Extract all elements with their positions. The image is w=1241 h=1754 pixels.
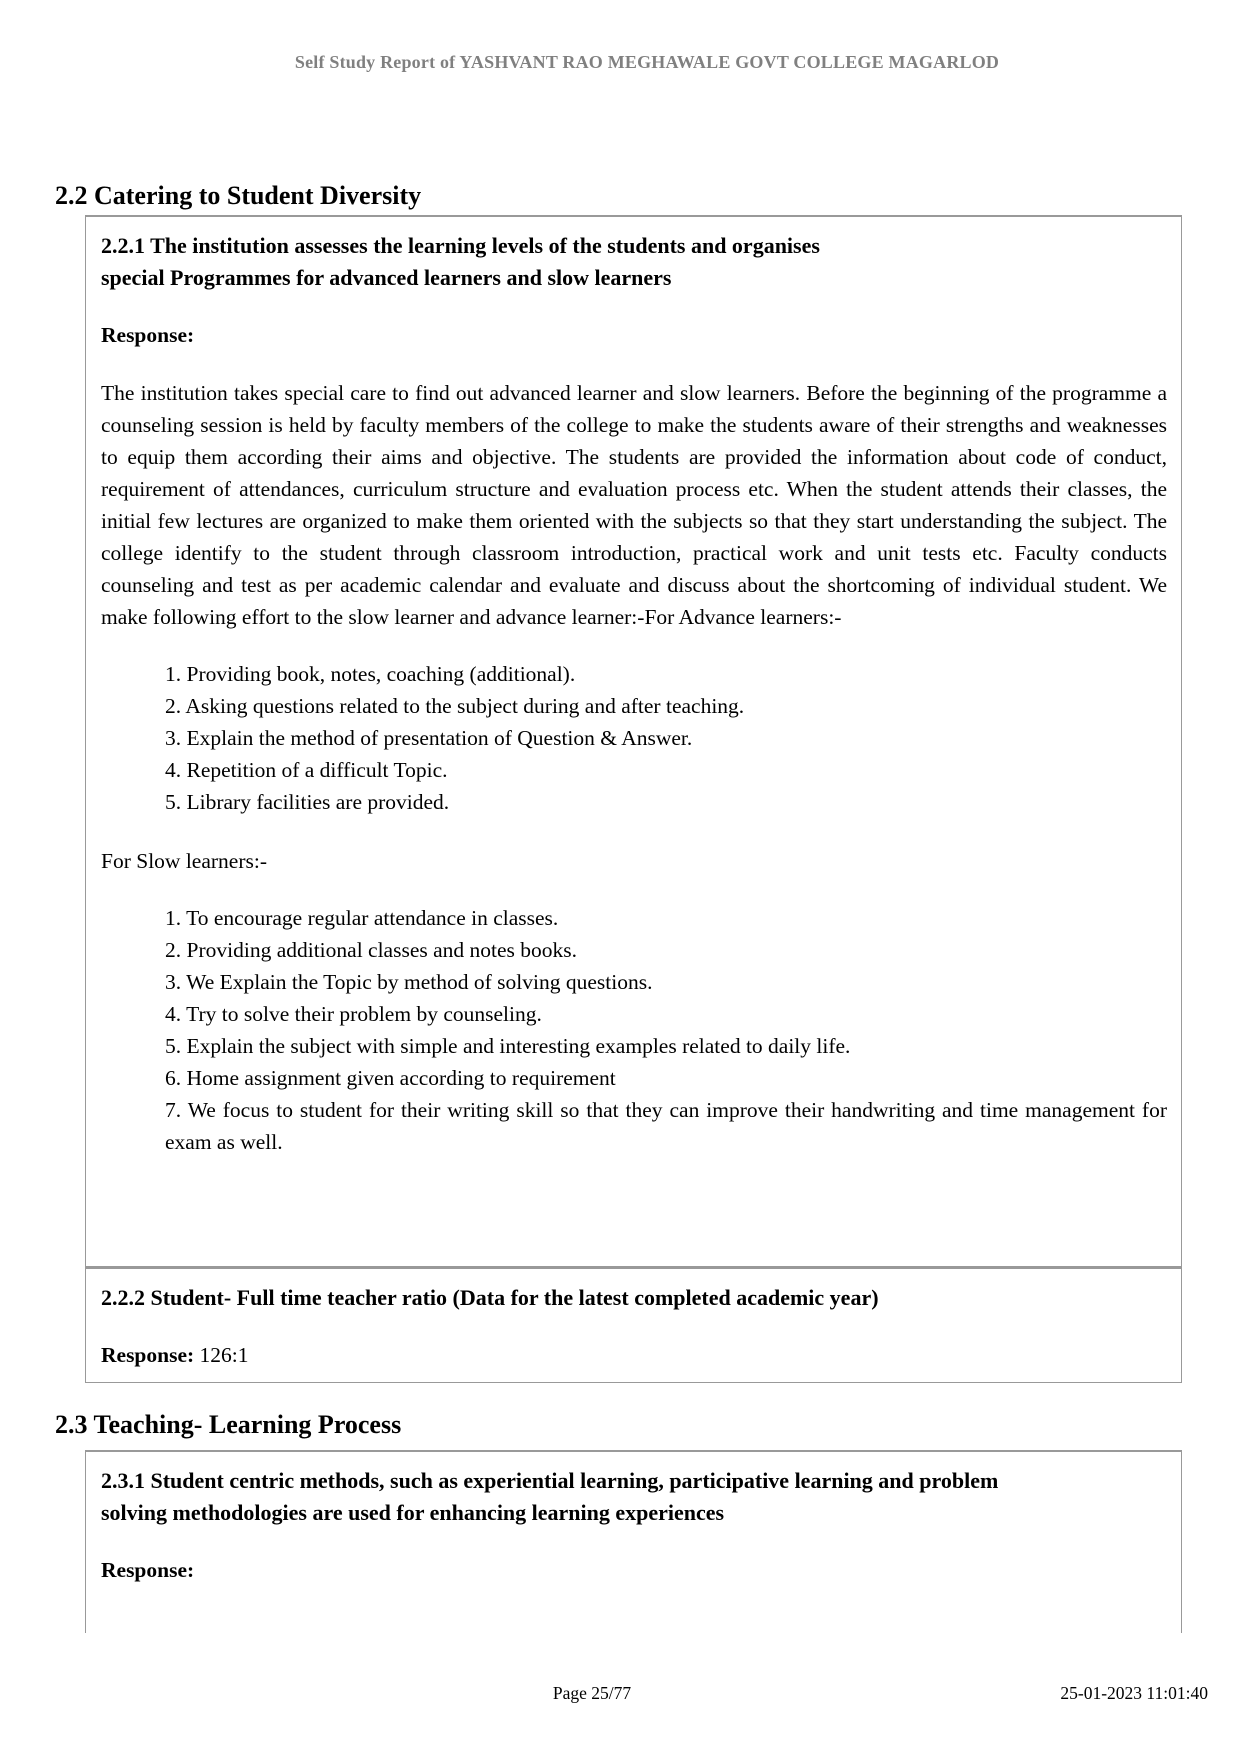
- response-line: [101, 320, 1167, 351]
- list-item: Try to solve their problem by counseling.: [186, 1002, 542, 1026]
- list-item: Providing book, notes, coaching (additional).: [186, 662, 576, 686]
- response-label: Response:: [101, 1343, 195, 1367]
- list-item: Explain the method of presentation of Question & Answer.: [186, 726, 693, 750]
- question-box-2-3-1: [85, 1450, 1182, 1633]
- question-heading-2-2-2: 2.2.2 Student- Full time teacher ratio (Data for the latest completed academic year): [101, 1285, 879, 1310]
- list-item: Library facilities are provided.: [186, 790, 450, 814]
- footer-timestamp: 25-01-2023 11:01:40: [1060, 1683, 1208, 1703]
- question-heading-2-2-1-line1: 2.2.1 The institution assesses the learning levels of the students and organises: [101, 233, 820, 258]
- response-label: Response:: [101, 323, 195, 347]
- response-value: 126:1: [199, 1343, 249, 1367]
- question-heading-2-2-1-line2: special Programmes for advanced learners and slow learners: [101, 265, 672, 290]
- footer-page-number: Page 25/77: [552, 1683, 632, 1703]
- slow-learners-list: [101, 902, 1167, 1158]
- list-item: Repetition of a difficult Topic.: [186, 758, 448, 782]
- list-item: Explain the subject with simple and interesting examples related to daily life.: [186, 1034, 851, 1058]
- section-heading-2-2: 2.2 Catering to Student Diversity: [55, 181, 422, 210]
- question-heading-2-2-1: [101, 230, 1167, 294]
- response-line: [101, 1555, 1167, 1586]
- list-item: Asking questions related to the subject during and after teaching.: [185, 694, 745, 718]
- question-heading-2-3-1: [101, 1465, 1167, 1529]
- body-paragraph: The institution takes special care to find out advanced learner and slow learners. Before the beginning of the programme a counseling session is held by faculty members of the college to make the students aware of their strengths and weaknesses to equip them according their aims and objective. The students are provided the information about code of conduct, requirement of attendances, curriculum structure and evaluation process etc. When the student attends their classes, the initial few lectures are organized to make them oriented with the subjects so that they start understanding the subject. The college identify to the student through classroom introduction, practical work and unit tests etc. Faculty conducts counseling and test as per academic calendar and evaluate and discuss about the shortcoming of individual student. We make following effort to the slow learner and advance learner:-For Advance learners:-: [101, 381, 1167, 629]
- response-label: Response:: [101, 1558, 195, 1582]
- question-heading-2-3-1-line1: 2.3.1 Student centric methods, such as experiential learning, participative learning and problem: [101, 1468, 999, 1493]
- list-item: We Explain the Topic by method of solving questions.: [186, 970, 653, 994]
- slow-learners-intro: For Slow learners:-: [101, 849, 267, 873]
- list-item: To encourage regular attendance in classes.: [186, 906, 559, 930]
- page-header-title: Self Study Report of YASHVANT RAO MEGHAWALE GOVT COLLEGE MAGARLOD: [294, 52, 1000, 72]
- list-item: We focus to student for their writing skill so that they can improve their handwriting and time management for exam as well.: [165, 1098, 1167, 1154]
- list-item: Providing additional classes and notes books.: [186, 938, 578, 962]
- list-item: Home assignment given according to requirement: [186, 1066, 616, 1090]
- advance-learners-list: [101, 658, 1167, 818]
- question-box-2-2-2: [85, 1267, 1182, 1383]
- response-line: [101, 1340, 1167, 1371]
- question-box-2-2-1: [85, 215, 1182, 1267]
- section-heading-2-3: 2.3 Teaching- Learning Process: [55, 1410, 402, 1439]
- question-heading-2-3-1-line2: solving methodologies are used for enhancing learning experiences: [101, 1500, 725, 1525]
